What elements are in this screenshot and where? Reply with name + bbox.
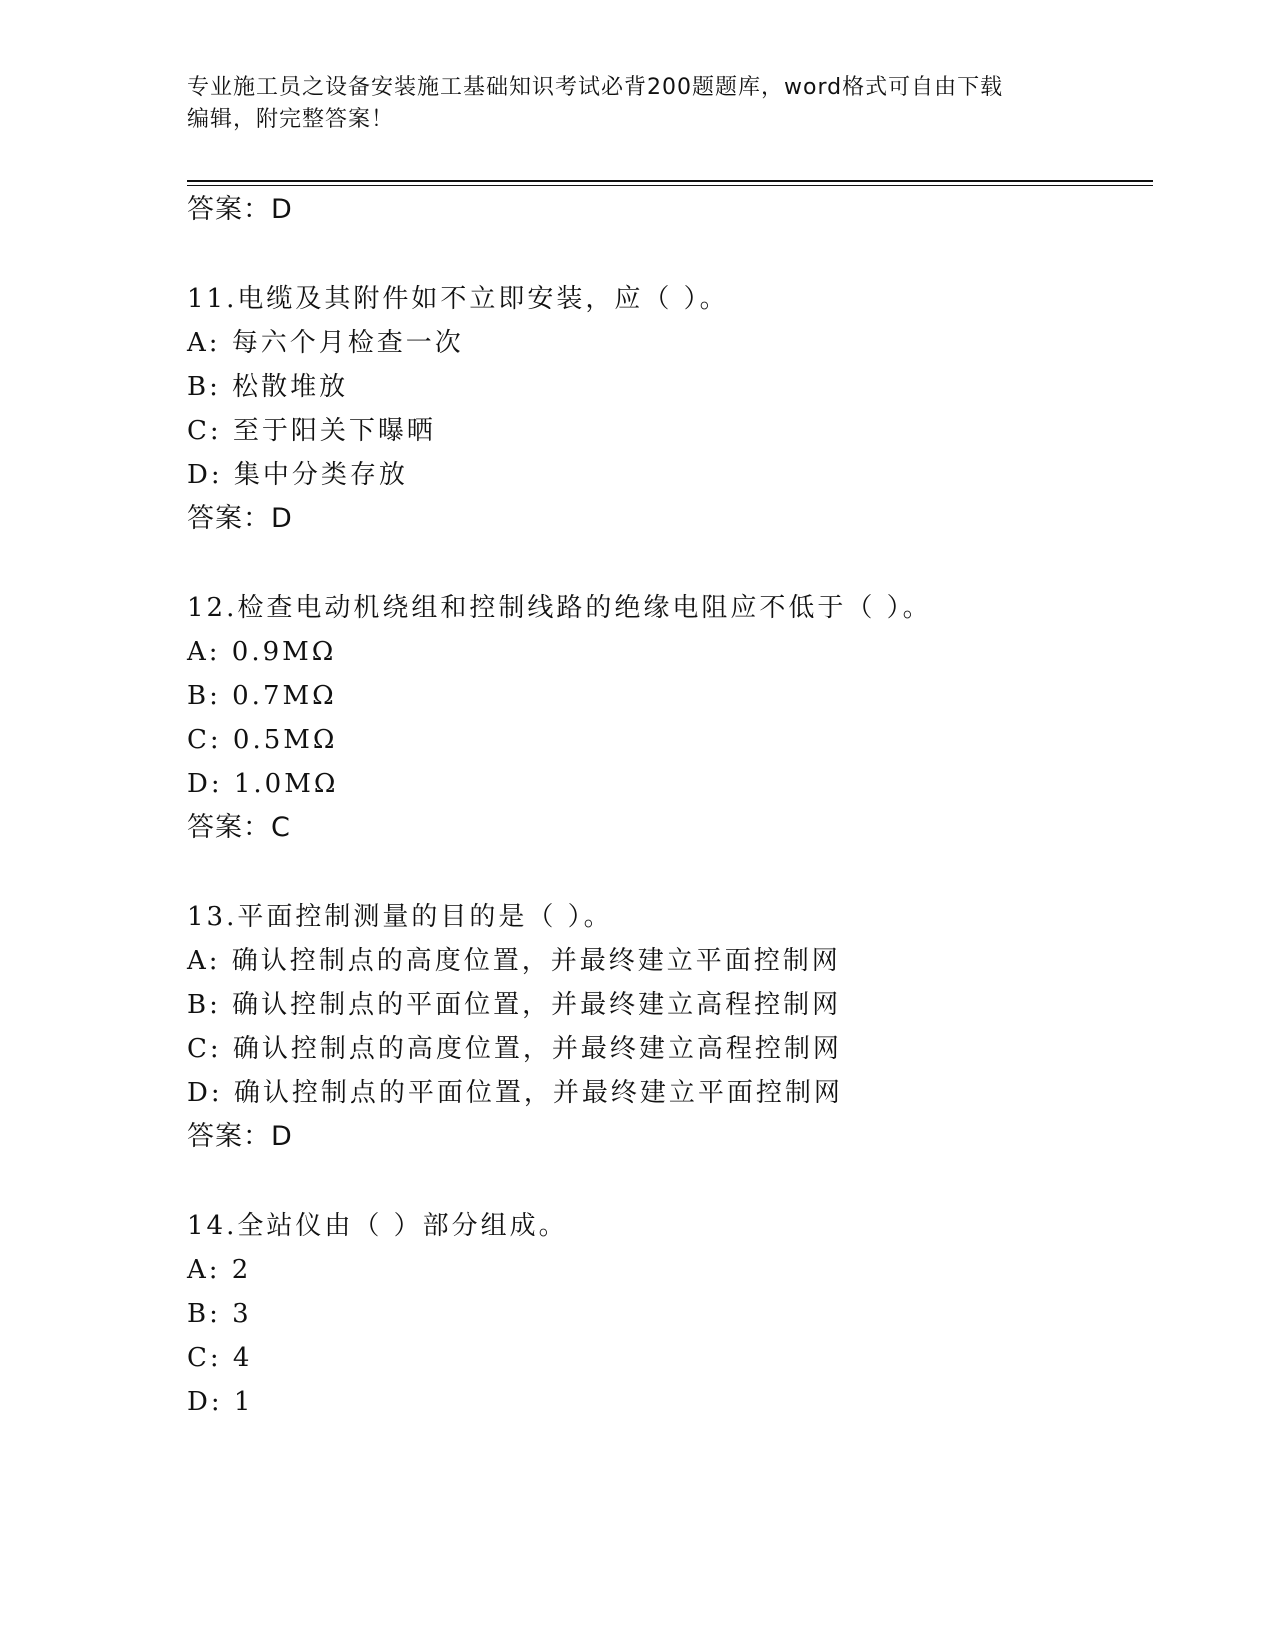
answer-line: 答案：D [187, 1121, 293, 1152]
header-rule [187, 180, 1153, 182]
question-option: D: 1.0MΩ [187, 769, 339, 799]
document-header [187, 72, 1067, 136]
question-option: B: 0.7MΩ [187, 681, 337, 711]
question-option: C: 确认控制点的高度位置，并最终建立高程控制网 [187, 1034, 842, 1064]
question-stem: 12.检查电动机绕组和控制线路的绝缘电阻应不低于（ ）。 [187, 593, 932, 623]
question-option: C: 0.5MΩ [187, 725, 338, 755]
question-option: B: 3 [187, 1299, 252, 1329]
question-stem: 13.平面控制测量的目的是（ ）。 [187, 902, 613, 932]
question-option: A: 确认控制点的高度位置，并最终建立平面控制网 [187, 946, 841, 976]
header-rule-thin [187, 185, 1153, 186]
question-option: D: 集中分类存放 [187, 460, 408, 490]
question-option: C: 4 [187, 1343, 253, 1373]
answer-line: 答案：D [187, 503, 293, 534]
question-option: D: 确认控制点的平面位置，并最终建立平面控制网 [187, 1078, 843, 1108]
question-option: A: 每六个月检查一次 [187, 328, 464, 358]
question-option: C: 至于阳关下曝晒 [187, 416, 436, 446]
question-option: B: 松散堆放 [187, 372, 349, 402]
question-stem: 11.电缆及其附件如不立即安装，应（ ）。 [187, 284, 729, 314]
question-option: A: 2 [187, 1255, 252, 1285]
question-option: B: 确认控制点的平面位置，并最终建立高程控制网 [187, 990, 842, 1020]
question-stem: 14.全站仪由（ ）部分组成。 [187, 1211, 568, 1241]
question-option: A: 0.9MΩ [187, 637, 337, 667]
header-line-2: 编辑，附完整答案！ [187, 107, 395, 132]
answer-line: 答案：D [187, 194, 293, 225]
answer-line: 答案：C [187, 812, 291, 843]
question-option: D: 1 [187, 1387, 254, 1417]
header-line-1: 专业施工员之设备安装施工基础知识考试必背200题题库，word格式可自由下载 [187, 75, 1004, 100]
